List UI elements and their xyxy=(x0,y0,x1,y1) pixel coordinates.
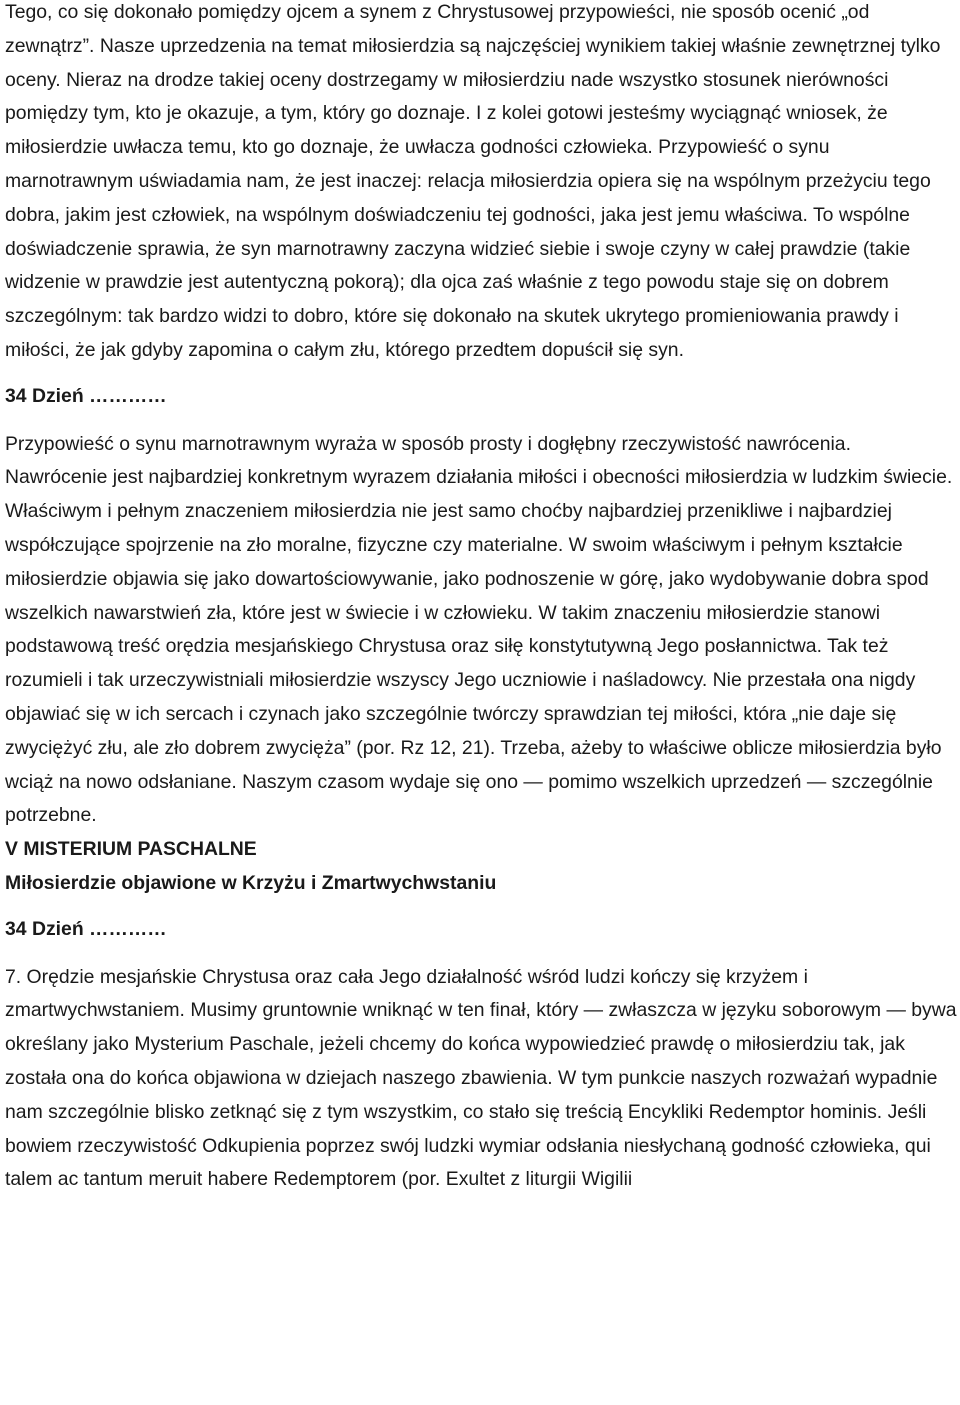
day-label-1: 34 Dzień ………… xyxy=(5,384,167,407)
day-label-2: 34 Dzień ………… xyxy=(5,917,167,940)
paragraph-prodigal-son-evaluation: Tego, co się dokonało pomiędzy ojcem a synem z Chrystusowej przypowieści, nie sposób ocenić „od zewnątrz”. Nasze uprzedzenia na temat miłosierdzia są najczęściej wynikiem takiej właśnie zewnętrznej tylko oceny. Nieraz na drodze takiej oceny dostrzegamy w miłosierdziu nade wszystko stosunek nierówności pomiędzy tym, kto je okazuje, a tym, który go doznaje. I z kolei gotowi jesteśmy wyciągnąć wniosek, że miłosierdzie uwłacza temu, kto go doznaje, że uwłacza godności człowieka. Przypowieść o synu marnotrawnym uświadamia nam, że jest inaczej: relacja miłosierdzia opiera się na wspólnym przeżyciu tego dobra, jakim jest człowiek, na wspólnym doświadczeniu tej godności, jaka jest jemu właściwa. To wspólne doświadczenie sprawia, że syn marnotrawny zaczyna widzieć siebie i swoje czyny w całej prawdzie (takie widzenie w prawdzie jest autentyczną pokorą); dla ojca zaś właśnie z tego powodu staje się on dobrem szczególnym: tak bardzo widzi to dobro, które się dokonało na skutek ukrytego promieniowania prawdy i miłości, że jak gdyby zapomina o całym złu, którego przedtem dopuścił się syn. xyxy=(5,1,941,361)
paragraph-paschal-mystery: 7. Orędzie mesjańskie Chrystusa oraz cała Jego działalność wśród ludzi kończy się krzyżem i zmartwychwstaniem. Musimy gruntownie wniknąć w ten finał, który — zwłaszcza w języku soborowym — bywa określany jako Mysterium Paschale, jeżeli chcemy do końca wypowiedzieć prawdę o miłosierdziu tak, jak została ona do końca objawiona w dziejach naszego zbawienia. W tym punkcie naszych rozważań wypadnie nam szczególnie blisko zetknąć się z tym wszystkim, co stało się treścią Encykliki Redemptor hominis. Jeśli bowiem rzeczywistość Odkupienia poprzez swój ludzki wymiar odsłania niesłychaną godność człowieka, qui talem ac tantum meruit habere Redemptorem (por. Exultet z liturgii Wigilii xyxy=(5,965,957,1191)
section-heading: V MISTERIUM PASCHALNE xyxy=(5,838,257,861)
section-subheading: Miłosierdzie objawione w Krzyżu i Zmartwychwstaniu xyxy=(5,871,497,894)
paragraph-conversion: Przypowieść o synu marnotrawnym wyraża w sposób prosty i dogłębny rzeczywistość nawrócenia. Nawrócenie jest najbardziej konkretnym wyrazem działania miłości i obecności miłosierdzia w ludzkim świecie. Właściwym i pełnym znaczeniem miłosierdzia nie jest samo choćby najbardziej przenikliwe i najbardziej współczujące spojrzenie na zło moralne, fizyczne czy materialne. W swoim właściwym i pełnym kształcie miłosierdzie objawia się jako dowartościowywanie, jako podnoszenie w górę, jako wydobywanie dobra spod wszelkich nawarstwień zła, które jest w świecie i w człowieku. W takim znaczeniu miłosierdzie stanowi podstawową treść orędzia mesjańskiego Chrystusa oraz siłę konstytutywną Jego posłannictwa. Tak też rozumieli i tak urzeczywistniali miłosierdzie wszyscy Jego uczniowie i naśladowcy. Nie przestała ona nigdy objawiać się w ich sercach i czynach jako szczególnie twórczy sprawdzian tej miłości, która „nie daje się zwyciężyć złu, ale zło dobrem zwycięża” (por. Rz 12, 21). Trzeba, ażeby to właściwe oblicze miłosierdzia było wciąż na nowo odsłaniane. Naszym czasom wydaje się ono — pomimo wszelkich uprzedzeń — szczególnie potrzebne. xyxy=(5,432,953,827)
